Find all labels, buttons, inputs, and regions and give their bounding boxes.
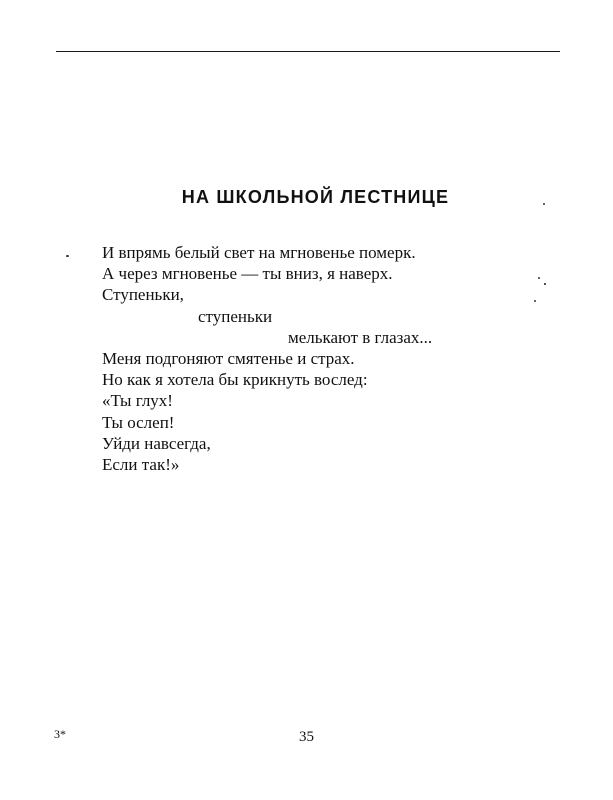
poem-line: Меня подгоняют смятенье и страх. xyxy=(102,348,355,368)
poem-line: Ты ослеп! xyxy=(102,412,175,432)
poem-title: НА ШКОЛЬНОЙ ЛЕСТНИЦЕ xyxy=(181,187,450,207)
poem-line: Уйди навсегда, xyxy=(102,433,211,453)
printer-signature-mark: 3* xyxy=(54,727,66,741)
poem-line: Ступеньки, xyxy=(102,285,184,305)
poem-line: Если так!» xyxy=(102,454,180,474)
poem-line: А через мгновенье — ты вниз, я наверх. xyxy=(102,264,393,284)
scan-speck xyxy=(543,203,545,205)
poem-line: И впрямь белый свет на мгновенье померк. xyxy=(102,243,416,262)
header-rule xyxy=(56,51,560,52)
page-number: 35 xyxy=(299,729,314,745)
poem-line: «Ты глух! xyxy=(102,391,173,411)
poem-line: мелькают в глазах... xyxy=(288,327,433,347)
scan-speck xyxy=(66,255,69,257)
scan-speck xyxy=(534,300,536,302)
scan-speck xyxy=(544,283,546,285)
scan-speck xyxy=(538,277,540,279)
poem-body xyxy=(102,242,432,475)
poem-line: Но как я хотела бы крикнуть вослед: xyxy=(102,370,368,390)
poem-line: ступеньки xyxy=(198,306,273,326)
